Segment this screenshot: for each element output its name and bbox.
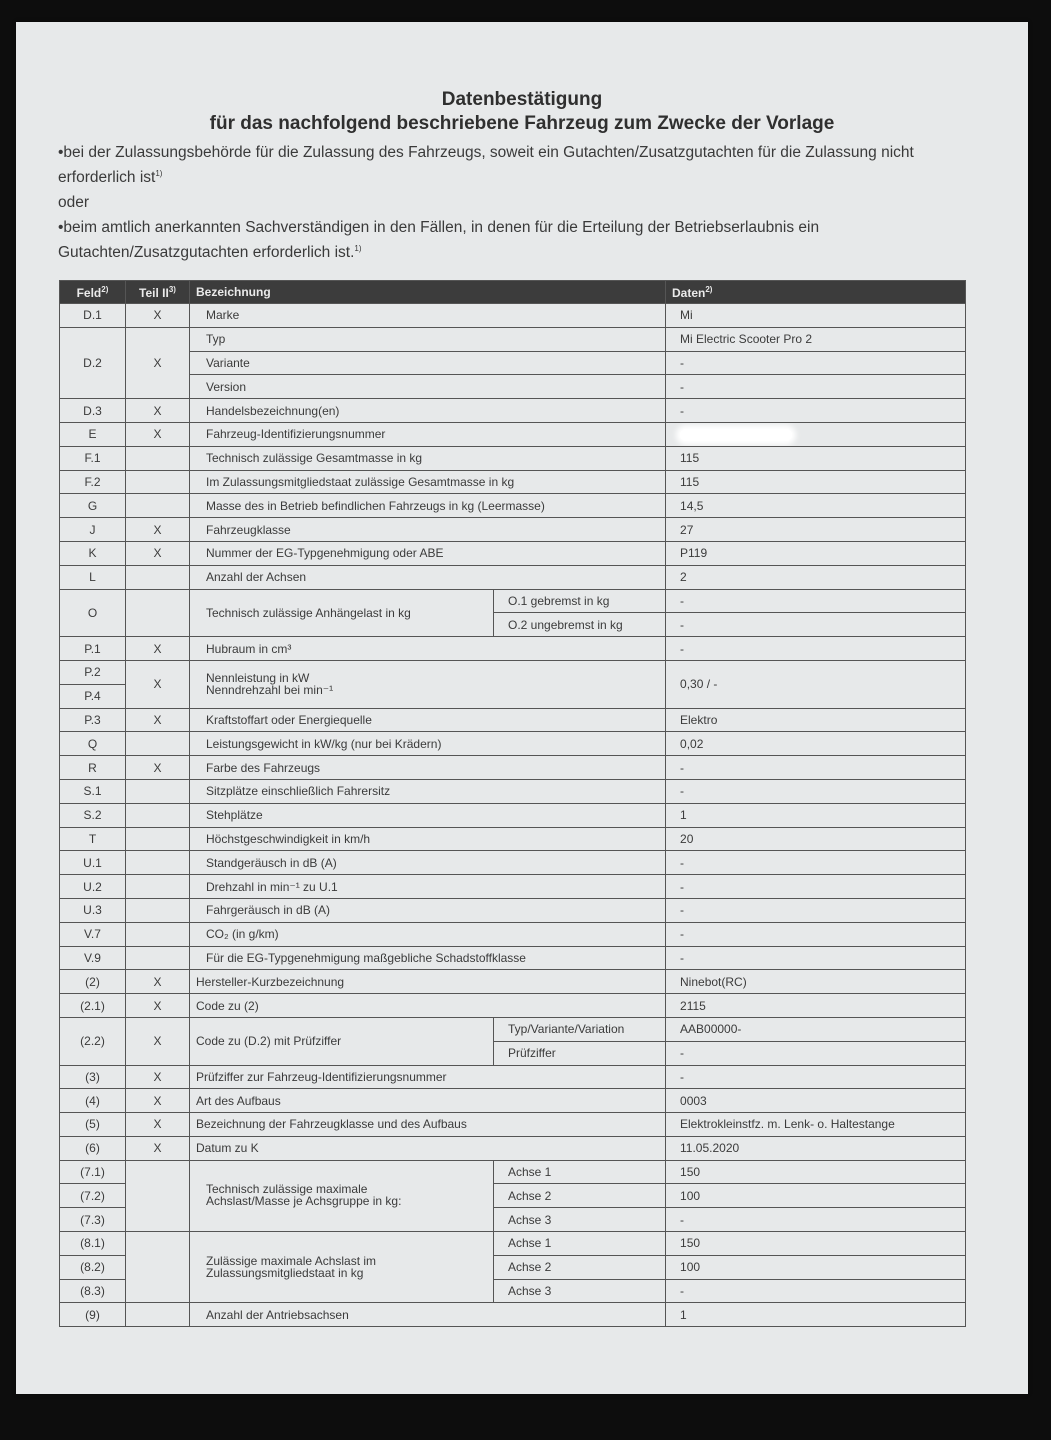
feld-cell: S.1 <box>60 779 126 803</box>
bezeichnung-cell: Anzahl der Achsen <box>190 565 666 589</box>
daten-cell: 150 <box>666 1160 966 1184</box>
table-row <box>60 375 966 399</box>
bezeichnung-cell: Bezeichnung der Fahrzeugklasse und des Aufbaus <box>190 1113 666 1137</box>
teil-cell: X <box>126 541 190 565</box>
feld-cell: (9) <box>60 1303 126 1327</box>
table-row <box>60 565 966 589</box>
bezeichnung-cell: Variante <box>190 351 666 375</box>
bezeichnung-cell: Handelsbezeichnung(en) <box>190 399 666 423</box>
feld-cell: L <box>60 565 126 589</box>
bez-line-1: Technisch zulässige maximale <box>206 1182 368 1197</box>
table-row <box>60 446 966 470</box>
bez-line-2: Nenndrehzahl bei min⁻¹ <box>206 682 334 697</box>
table-row <box>60 922 966 946</box>
feld-cell: (3) <box>60 1065 126 1089</box>
teil-cell: X <box>126 1065 190 1089</box>
bezeichnung-cell: Höchstgeschwindigkeit in km/h <box>190 827 666 851</box>
bezeichnung-cell: Im Zulassungsmitgliedstaat zulässige Gesamtmasse in kg <box>190 470 666 494</box>
bezeichnung-cell: Prüfziffer zur Fahrzeug-Identifizierungsnummer <box>190 1065 666 1089</box>
table-row <box>60 779 966 803</box>
table-row <box>60 327 966 351</box>
daten-cell: - <box>666 613 966 637</box>
daten-cell: Mi Electric Scooter Pro 2 <box>666 327 966 351</box>
sub-bezeichnung-cell: O.2 ungebremst in kg <box>494 613 666 637</box>
feld-cell: (2) <box>60 970 126 994</box>
daten-cell: - <box>666 1065 966 1089</box>
table-row <box>60 1089 966 1113</box>
teil-cell <box>126 589 190 637</box>
daten-cell: 0,02 <box>666 732 966 756</box>
feld-cell: F.1 <box>60 446 126 470</box>
daten-cell: 1 <box>666 1303 966 1327</box>
daten-cell: - <box>666 375 966 399</box>
feld-cell: P.1 <box>60 637 126 661</box>
daten-cell <box>666 422 966 446</box>
teil-cell <box>126 803 190 827</box>
bez-line-1: Nennleistung in kW <box>206 670 310 685</box>
bezeichnung-cell: Masse des in Betrieb befindlichen Fahrzeugs in kg (Leermasse) <box>190 494 666 518</box>
bez-line-2: Zulassungsmitgliedstaat in kg <box>206 1265 364 1280</box>
table-row <box>60 304 966 328</box>
table-row <box>60 1232 966 1256</box>
sub-bezeichnung-cell: Achse 3 <box>494 1208 666 1232</box>
daten-cell: 14,5 <box>666 494 966 518</box>
title-line-2: für das nachfolgend beschriebene Fahrzeug zum Zwecke der Vorlage <box>209 113 835 134</box>
daten-cell: 11.05.2020 <box>666 1136 966 1160</box>
bezeichnung-cell: Art des Aufbaus <box>190 1089 666 1113</box>
feld-cell: (2.1) <box>60 994 126 1018</box>
sub-bezeichnung-cell: Achse 3 <box>494 1279 666 1303</box>
bezeichnung-cell: Code zu (D.2) mit Prüfziffer <box>190 1017 494 1065</box>
intro-1-text: •bei der Zulassungsbehörde für die Zulassung des Fahrzeugs, soweit ein Gutachten/Zusatzgutachten für die Zulassung nicht erforderlich ist <box>58 144 914 187</box>
feld-cell: P.2 <box>60 660 126 684</box>
teil-cell: X <box>126 637 190 661</box>
daten-cell: - <box>666 875 966 899</box>
intro-2-text: •beim amtlich anerkannten Sachverständigen in den Fällen, in denen für die Erteilung der Betriebserlaubnis ein Gutachten/Zusatzgutachten erforderlich ist. <box>58 219 820 262</box>
teil-cell <box>126 946 190 970</box>
table-row <box>60 1303 966 1327</box>
teil-cell <box>126 851 190 875</box>
table-row <box>60 494 966 518</box>
table-row <box>60 803 966 827</box>
feld-cell: (8.2) <box>60 1255 126 1279</box>
teil-cell <box>126 922 190 946</box>
daten-cell: P119 <box>666 541 966 565</box>
table-row <box>60 1160 966 1184</box>
bezeichnung-cell: Technisch zulässige Gesamtmasse in kg <box>190 446 666 470</box>
sub-bezeichnung-cell: Achse 1 <box>494 1232 666 1256</box>
bezeichnung-cell: Fahrzeugklasse <box>190 518 666 542</box>
sub-bezeichnung-cell: Achse 2 <box>494 1184 666 1208</box>
bezeichnung-cell: Nummer der EG-Typgenehmigung oder ABE <box>190 541 666 565</box>
bezeichnung-cell: Farbe des Fahrzeugs <box>190 756 666 780</box>
bezeichnung-cell: Typ <box>190 327 666 351</box>
daten-cell: Elektrokleinstfz. m. Lenk- o. Haltestange <box>666 1113 966 1137</box>
intro-or: oder <box>58 194 90 212</box>
teil-cell <box>126 732 190 756</box>
daten-cell: 100 <box>666 1184 966 1208</box>
table-row <box>60 1113 966 1137</box>
teil-cell: X <box>126 422 190 446</box>
table-row <box>60 399 966 423</box>
teil-cell <box>126 1232 190 1303</box>
daten-cell: 115 <box>666 446 966 470</box>
teil-cell: X <box>126 1089 190 1113</box>
daten-cell: 27 <box>666 518 966 542</box>
table-row <box>60 1017 966 1041</box>
teil-cell <box>126 494 190 518</box>
daten-cell: - <box>666 1208 966 1232</box>
feld-cell: U.1 <box>60 851 126 875</box>
teil-cell <box>126 470 190 494</box>
table-row <box>60 470 966 494</box>
teil-cell <box>126 446 190 470</box>
feld-cell: (5) <box>60 1113 126 1137</box>
feld-cell: F.2 <box>60 470 126 494</box>
feld-cell: V.9 <box>60 946 126 970</box>
teil-cell: X <box>126 518 190 542</box>
feld-cell: J <box>60 518 126 542</box>
intro-2-footnote: 1) <box>354 244 362 254</box>
feld-cell: (6) <box>60 1136 126 1160</box>
teil-cell: X <box>126 756 190 780</box>
table-row <box>60 660 966 684</box>
bezeichnung-cell: Leistungsgewicht in kW/kg (nur bei Krädern) <box>190 732 666 756</box>
feld-cell: S.2 <box>60 803 126 827</box>
sub-bezeichnung-cell: Prüfziffer <box>494 1041 666 1065</box>
teil-cell <box>126 898 190 922</box>
daten-cell: - <box>666 756 966 780</box>
table-row <box>60 851 966 875</box>
bezeichnung-cell: Version <box>190 375 666 399</box>
feld-cell: T <box>60 827 126 851</box>
table-row <box>60 637 966 661</box>
daten-cell: Elektro <box>666 708 966 732</box>
bezeichnung-cell: Für die EG-Typgenehmigung maßgebliche Schadstoffklasse <box>190 946 666 970</box>
daten-cell: 0,30 / - <box>666 660 966 708</box>
feld-cell: Q <box>60 732 126 756</box>
feld-cell: D.3 <box>60 399 126 423</box>
table-row <box>60 946 966 970</box>
bezeichnung-cell: Sitzplätze einschließlich Fahrersitz <box>190 779 666 803</box>
daten-cell: - <box>666 589 966 613</box>
teil-cell: X <box>126 708 190 732</box>
feld-cell: (7.2) <box>60 1184 126 1208</box>
daten-cell: 115 <box>666 470 966 494</box>
teil-cell <box>126 827 190 851</box>
daten-cell: 150 <box>666 1232 966 1256</box>
feld-cell: K <box>60 541 126 565</box>
table-row <box>60 708 966 732</box>
bezeichnung-cell: Technisch zulässige Anhängelast in kg <box>190 589 494 637</box>
feld-cell: (7.1) <box>60 1160 126 1184</box>
bezeichnung-cell: Code zu (2) <box>190 994 666 1018</box>
feld-cell: E <box>60 422 126 446</box>
daten-cell: - <box>666 946 966 970</box>
feld-cell: D.2 <box>60 327 126 398</box>
daten-cell: - <box>666 1279 966 1303</box>
daten-cell: - <box>666 898 966 922</box>
table-row <box>60 756 966 780</box>
bez-line-2: Achslast/Masse je Achsgruppe in kg: <box>206 1194 402 1209</box>
daten-cell: Mi <box>666 304 966 328</box>
table-row <box>60 898 966 922</box>
bezeichnung-cell: Kraftstoffart oder Energiequelle <box>190 708 666 732</box>
bezeichnung-cell <box>190 660 666 708</box>
sub-bezeichnung-cell: Achse 2 <box>494 1255 666 1279</box>
document-page <box>16 22 1028 1394</box>
teil-cell <box>126 1303 190 1327</box>
daten-cell: 100 <box>666 1255 966 1279</box>
bezeichnung-cell: Datum zu K <box>190 1136 666 1160</box>
bezeichnung-cell: Anzahl der Antriebsachsen <box>190 1303 666 1327</box>
daten-cell: 2 <box>666 565 966 589</box>
daten-cell: Ninebot(RC) <box>666 970 966 994</box>
feld-cell: R <box>60 756 126 780</box>
feld-cell: P.3 <box>60 708 126 732</box>
sub-bezeichnung-cell: Achse 1 <box>494 1160 666 1184</box>
table-row <box>60 518 966 542</box>
feld-cell: V.7 <box>60 922 126 946</box>
sub-bezeichnung-cell: Typ/Variante/Variation <box>494 1017 666 1041</box>
daten-cell: 20 <box>666 827 966 851</box>
table-row <box>60 970 966 994</box>
daten-cell: 0003 <box>666 1089 966 1113</box>
bezeichnung-cell: Stehplätze <box>190 803 666 827</box>
table-row <box>60 732 966 756</box>
feld-cell: U.2 <box>60 875 126 899</box>
daten-cell: - <box>666 779 966 803</box>
bezeichnung-cell: Standgeräusch in dB (A) <box>190 851 666 875</box>
intro-text <box>58 142 938 267</box>
bezeichnung-cell: Hubraum in cm³ <box>190 637 666 661</box>
bezeichnung-cell: Fahrgeräusch in dB (A) <box>190 898 666 922</box>
table-row <box>60 541 966 565</box>
header-feld: Feld$^{2)}$ <box>60 281 126 304</box>
title-line-1: Datenbestätigung <box>441 89 603 110</box>
bezeichnung-cell <box>190 1232 494 1303</box>
bezeichnung-cell: Marke <box>190 304 666 328</box>
daten-cell: 2115 <box>666 994 966 1018</box>
redacted-vin <box>680 429 792 441</box>
teil-cell: X <box>126 304 190 328</box>
daten-cell: 1 <box>666 803 966 827</box>
table-row <box>60 875 966 899</box>
teil-cell: X <box>126 970 190 994</box>
feld-cell: G <box>60 494 126 518</box>
teil-cell: X <box>126 1136 190 1160</box>
teil-cell: X <box>126 660 190 708</box>
feld-cell: O <box>60 589 126 637</box>
table-row <box>60 1136 966 1160</box>
feld-cell: (4) <box>60 1089 126 1113</box>
daten-cell: - <box>666 399 966 423</box>
daten-cell: AAB00000- <box>666 1017 966 1041</box>
teil-cell: X <box>126 994 190 1018</box>
table-header-row <box>60 281 966 304</box>
teil-cell <box>126 779 190 803</box>
teil-cell <box>126 875 190 899</box>
feld-cell: D.1 <box>60 304 126 328</box>
teil-cell <box>126 1160 190 1231</box>
teil-cell: X <box>126 327 190 398</box>
intro-paragraph-2 <box>58 217 938 263</box>
table-row <box>60 1065 966 1089</box>
table-row <box>60 422 966 446</box>
header-daten: Daten$^{2)}$ <box>666 281 966 304</box>
table-row <box>60 827 966 851</box>
feld-cell: (8.3) <box>60 1279 126 1303</box>
table-row <box>60 351 966 375</box>
teil-cell: X <box>126 1017 190 1065</box>
bezeichnung-cell <box>190 1160 494 1231</box>
sub-bezeichnung-cell: O.1 gebremst in kg <box>494 589 666 613</box>
intro-1-footnote: 1) <box>155 169 163 178</box>
table-row <box>60 589 966 613</box>
daten-cell: - <box>666 637 966 661</box>
feld-cell: (2.2) <box>60 1017 126 1065</box>
daten-cell: - <box>666 922 966 946</box>
document-title <box>16 88 1028 136</box>
header-teil: Teil II$^{3)}$ <box>126 281 190 304</box>
vehicle-data-table <box>59 280 966 1327</box>
teil-cell: X <box>126 399 190 423</box>
feld-cell: U.3 <box>60 898 126 922</box>
table-row <box>60 994 966 1018</box>
header-bezeichnung: Bezeichnung <box>190 281 666 304</box>
daten-cell: - <box>666 851 966 875</box>
daten-cell: - <box>666 1041 966 1065</box>
intro-paragraph-1 <box>58 142 938 188</box>
bezeichnung-cell: Drehzahl in min⁻¹ zu U.1 <box>190 875 666 899</box>
bezeichnung-cell: CO₂ (in g/km) <box>190 922 666 946</box>
teil-cell <box>126 565 190 589</box>
teil-cell: X <box>126 1113 190 1137</box>
bez-line-1: Zulässige maximale Achslast im <box>206 1253 377 1268</box>
feld-cell: (8.1) <box>60 1232 126 1256</box>
feld-cell: (7.3) <box>60 1208 126 1232</box>
bezeichnung-cell: Fahrzeug-Identifizierungsnummer <box>190 422 666 446</box>
feld-cell: P.4 <box>60 684 126 708</box>
daten-cell: - <box>666 351 966 375</box>
bezeichnung-cell: Hersteller-Kurzbezeichnung <box>190 970 666 994</box>
